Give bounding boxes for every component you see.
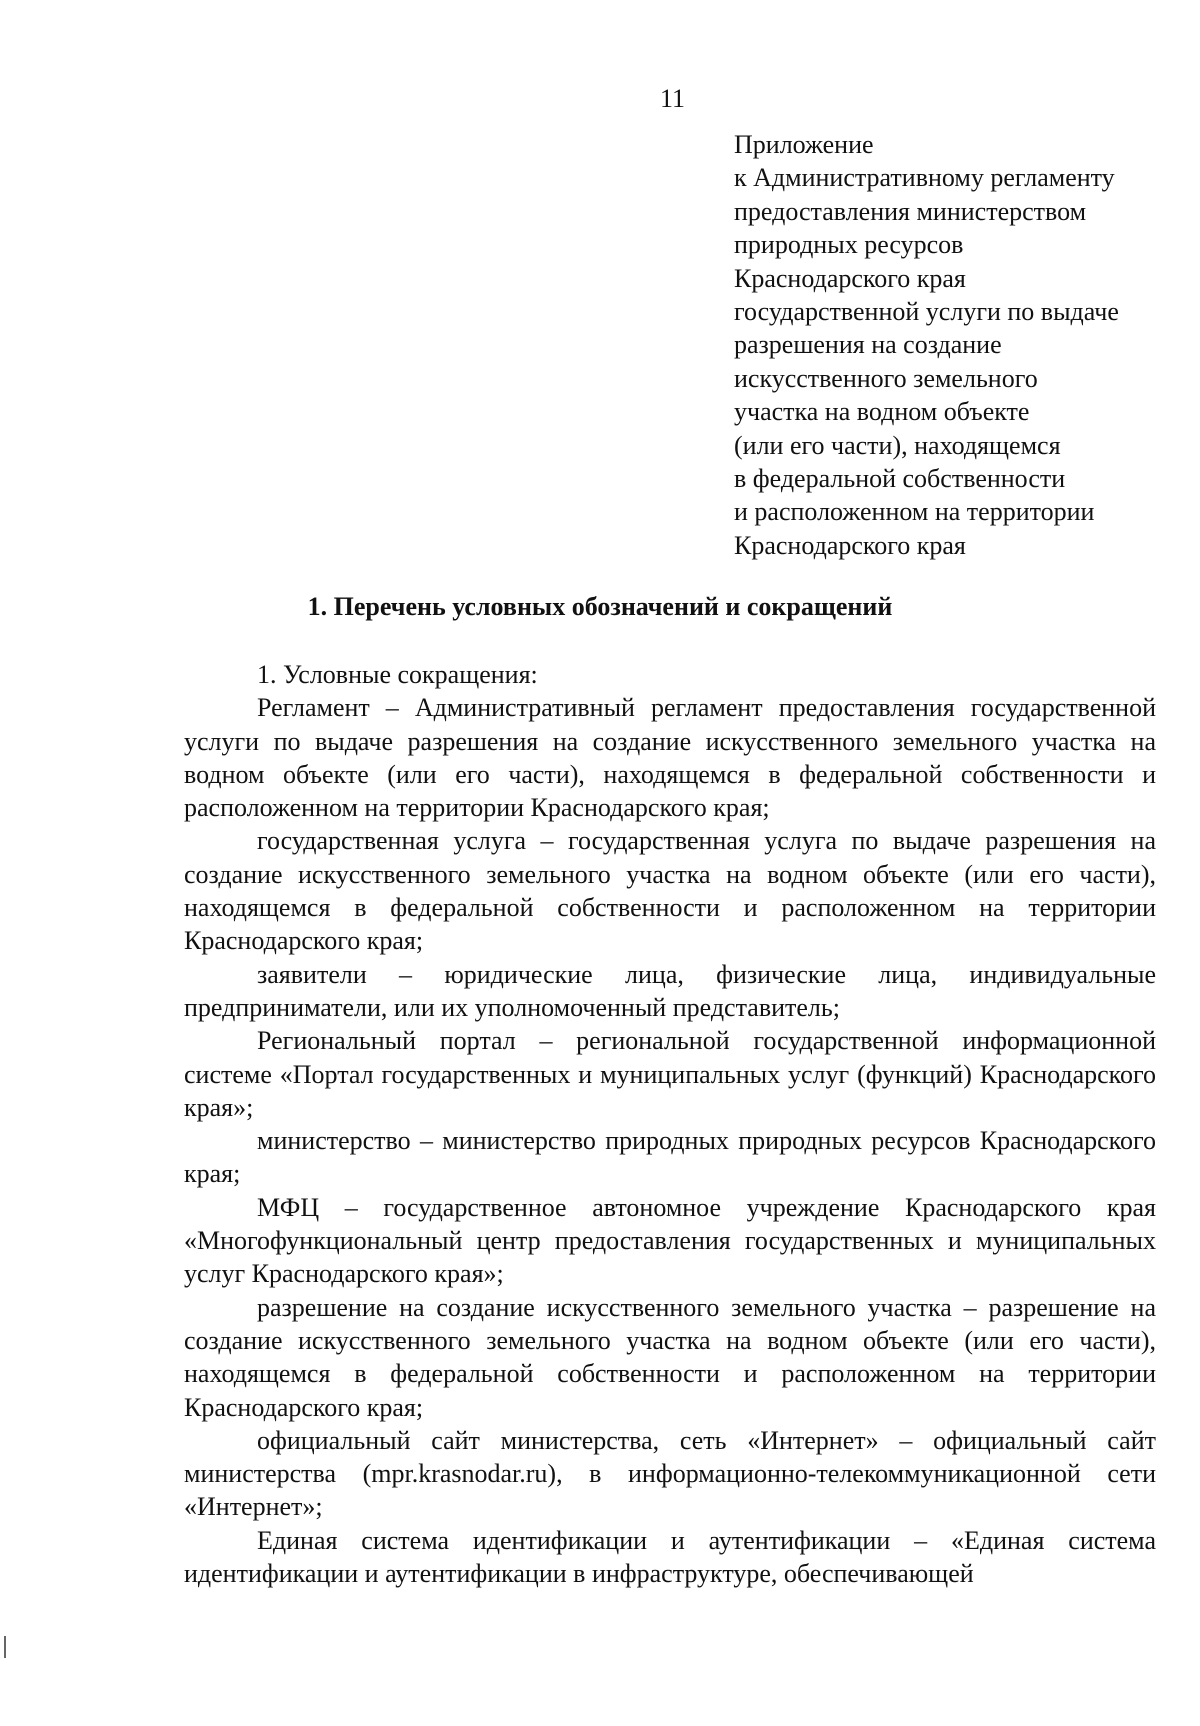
paragraph: Единая система идентификации и аутентификации – «Единая система идентификации и аутентификации в инфраструктуре, обеспечивающей [184, 1525, 1156, 1589]
appendix-line: искусственного земельного [734, 363, 1038, 393]
paragraph: Регламент – Административный регламент предоставления государственной услуги по выдаче разрешения на создание искусственного земельного участка на водном объекте (или его части), находящемся в федеральной собственности и расположенном на территории Краснодарского края; [184, 693, 1156, 823]
appendix-header [734, 128, 1174, 562]
appendix-line: и расположенном на территории [734, 497, 1095, 527]
page-number: 11 [660, 84, 686, 113]
paragraph: министерство – министерство природных природных ресурсов Краснодарского края; [184, 1126, 1156, 1189]
appendix-line: Приложение [734, 130, 874, 159]
paragraph: Региональный портал – региональной государственной информационной системе «Портал государственных и муниципальных услуг (функций) Краснодарского края»; [184, 1026, 1156, 1122]
appendix-line: разрешения на создание [734, 330, 1002, 360]
appendix-line: к Административному регламенту [734, 163, 1115, 193]
body-text [184, 658, 1156, 1590]
paragraph: разрешение на создание искусственного земельного участка – разрешение на создание искусственного земельного участка на водном объекте (или его части), находящемся в федеральной собственности и расположенном на территории Краснодарского края; [184, 1292, 1156, 1422]
appendix-line: в федеральной собственности [734, 464, 1066, 494]
appendix-line: природных ресурсов [734, 230, 964, 260]
paragraph: МФЦ – государственное автономное учреждение Краснодарского края «Многофункциональный центр предоставления государственных и муниципальных услуг Краснодарского края»; [184, 1192, 1156, 1289]
section-title: 1. Перечень условных обозначений и сокращений [307, 592, 893, 621]
appendix-line: участка на водном объекте [734, 397, 1030, 427]
appendix-line: (или его части), находящемся [734, 430, 1061, 460]
paragraph: 1. Условные сокращения: [257, 660, 538, 689]
paragraph: заявители – юридические лица, физические лица, индивидуальные предприниматели, или их уполномоченный представитель; [184, 959, 1156, 1022]
appendix-line: Краснодарского края [734, 530, 966, 560]
scan-edge-mark [4, 1636, 6, 1658]
paragraph: государственная услуга – государственная услуга по выдаче разрешения на создание искусственного земельного участка на водном объекте (или его части), находящемся в федеральной собственности и расположенном на территории Краснодарского края; [184, 826, 1156, 956]
appendix-line: государственной услуги по выдаче [734, 297, 1119, 327]
paragraph: официальный сайт министерства, сеть «Интернет» – официальный сайт министерства (mpr.krasnodar.ru), в информационно-телекоммуникационной сети «Интернет»; [184, 1425, 1156, 1522]
appendix-line: предоставления министерством [734, 196, 1087, 226]
appendix-line: Краснодарского края [734, 263, 966, 293]
